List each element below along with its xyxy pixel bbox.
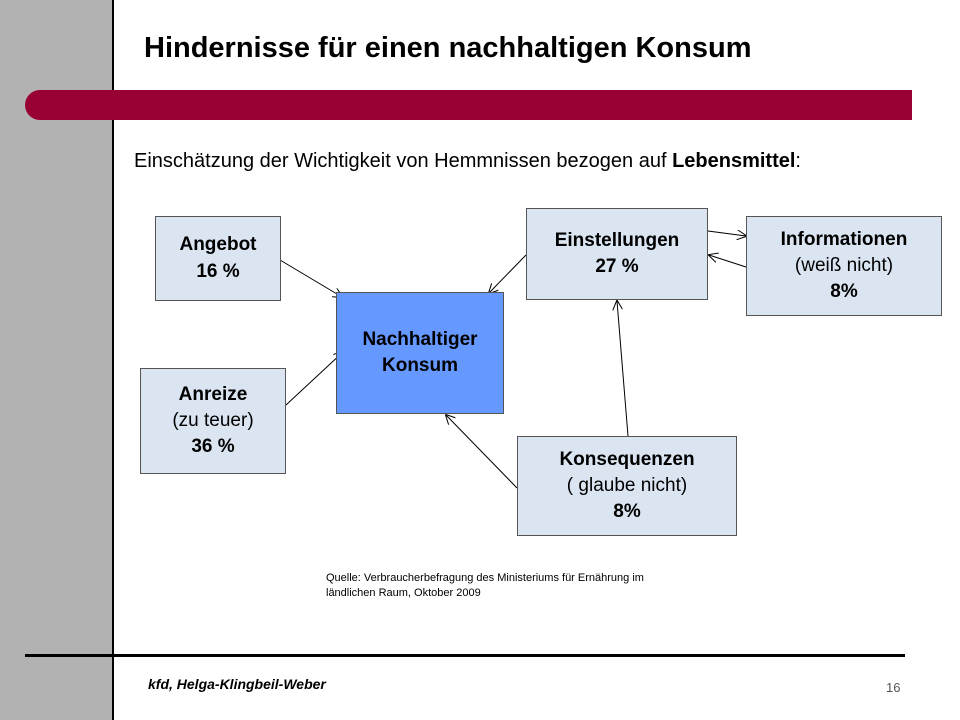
node-konsequenzen [517,436,737,536]
node-angebot-label: Angebot [179,234,257,256]
arrow-informationen-to-einstellungen [709,255,746,267]
source-note [326,571,746,602]
node-informationen [746,216,942,316]
page-number: 16 [886,680,901,695]
node-konsequenzen-note: ( glaube nicht) [566,474,688,496]
page-title: Hindernisse für einen nachhaltigen Konsum [144,32,752,64]
subtitle-suffix: : [795,150,801,172]
node-anreize-value: 36 % [191,436,235,458]
node-einstellungen [526,208,708,300]
node-konsequenzen-value: 8% [613,501,641,523]
node-informationen-value: 8% [830,281,858,303]
arrow-konsequenzen-to-center [446,415,517,488]
node-angebot-value: 16 % [196,260,240,282]
node-angebot [155,216,281,301]
subtitle-prefix: Einschätzung der Wichtigkeit von Hemmnissen bezogen auf [134,150,673,172]
node-informationen-note: (weiß nicht) [794,254,894,276]
arrow-einstellungen-to-center [489,255,526,293]
node-konsequenzen-label: Konsequenzen [559,448,695,470]
arrow-einstellungen-to-informationen [708,231,746,236]
node-nachhaltiger-konsum [336,292,504,414]
node-center-line1: Nachhaltiger [362,328,478,350]
node-anreize-note: (zu teuer) [172,409,254,431]
node-informationen-label: Informationen [780,228,908,250]
node-anreize-label: Anreize [178,383,248,405]
source-line-1: Quelle: Verbraucherbefragung des Ministeriums für Ernährung im [326,572,644,584]
node-einstellungen-value: 27 % [595,256,639,277]
node-anreize [140,368,286,474]
node-center-line2: Konsum [382,355,458,376]
source-line-2: ländlichen Raum, Oktober 2009 [326,587,481,600]
arrow-anreize-to-center [286,352,343,405]
subtitle-bold: Lebensmittel [672,150,796,172]
footer-author: kfd, Helga-Klingbeil-Weber [148,676,326,692]
arrow-konsequenzen-to-einstellungen [617,301,628,436]
arrow-angebot-to-center [280,260,342,297]
footer-divider [25,654,905,657]
node-einstellungen-label: Einstellungen [554,229,680,251]
